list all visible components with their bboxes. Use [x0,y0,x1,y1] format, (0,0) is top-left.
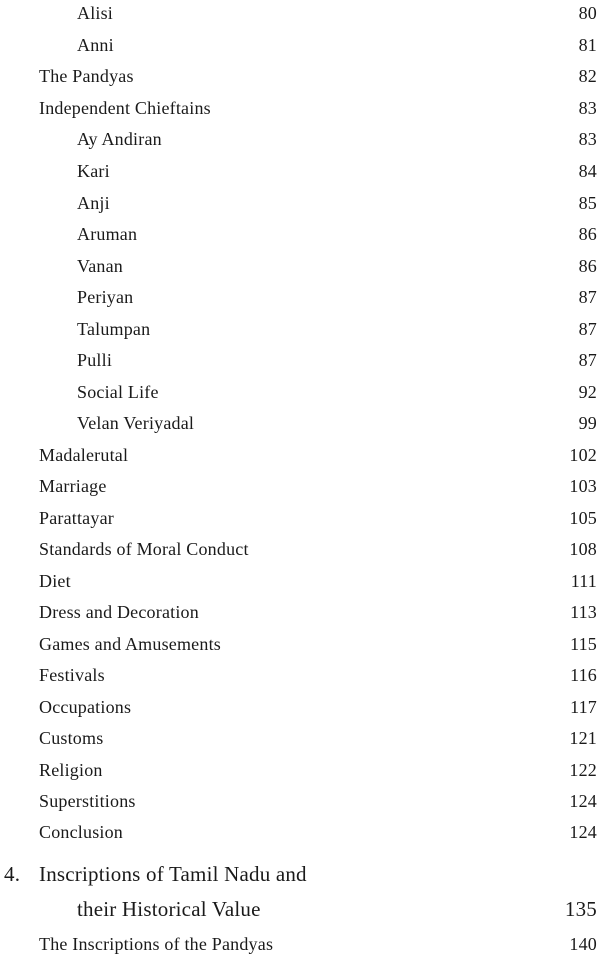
toc-entry-page: 99 [578,413,597,433]
toc-entry [0,445,600,471]
toc-entry [0,665,600,691]
toc-entry [0,3,600,29]
toc-entry-title: Anni [77,35,114,55]
toc-entry-page: 111 [570,571,597,591]
toc-entry-page: 87 [578,319,597,339]
toc-entry-title: Independent Chieftains [39,98,211,118]
toc-entry-title: Alisi [77,3,114,23]
toc-entry-page: 108 [569,539,597,559]
toc-entry-title: Madalerutal [39,445,129,465]
toc-entry-page: 86 [578,256,597,276]
chapter-title-line2: their Historical Value [77,897,261,921]
toc-entry-title: Kari [77,161,110,181]
toc-entry [0,728,600,754]
toc-entry [0,382,600,408]
toc-entry [0,319,600,345]
toc-entry-page: 115 [570,634,597,654]
toc-entry-title: The Inscriptions of the Pandyas [39,934,274,954]
toc-entry [0,760,600,786]
toc-entry [0,193,600,219]
toc-entry-title: Superstitions [39,791,136,811]
toc-entry-title: The Pandyas [39,66,134,86]
toc-entry-page: 124 [569,822,597,842]
toc-entry-page: 116 [570,665,597,685]
toc-entry-title: Festivals [39,665,105,685]
toc-entry-page: 83 [578,129,597,149]
toc-entry-page: 80 [578,3,597,23]
toc-entry-title: Pulli [77,350,113,370]
toc-entry-page: 113 [570,602,597,622]
toc-entry-title: Occupations [39,697,132,717]
toc-entry-title: Standards of Moral Conduct [39,539,249,559]
toc-entry-title: Aruman [77,224,138,244]
toc-entry [0,934,600,960]
toc-entry-title: Talumpan [77,319,151,339]
toc-entry-page: 85 [578,193,597,213]
toc-entry-title: Games and Amusements [39,634,221,654]
toc-entry [0,602,600,628]
toc-entry-title: Diet [39,571,71,591]
toc-entry-page: 124 [569,791,597,811]
toc-entry-title: Customs [39,728,104,748]
chapter-title-line1: Inscriptions of Tamil Nadu and [39,862,307,886]
toc-entry-title: Dress and Decoration [39,602,199,622]
toc-entry [0,66,600,92]
toc-entry-page: 122 [569,760,597,780]
toc-entry-page: 83 [578,98,597,118]
chapter-number: 4. [4,862,21,886]
toc-entry [0,539,600,565]
toc-entry [0,413,600,439]
toc-entry-title: Anji [77,193,110,213]
toc-entry [0,697,600,723]
toc-entry-page: 87 [578,350,597,370]
toc-entry-title: Vanan [77,256,123,276]
toc-entry [0,571,600,597]
toc-entry [0,35,600,61]
toc-entry [0,161,600,187]
toc-entry [0,476,600,502]
toc-entry [0,634,600,660]
toc-entry-page: 84 [578,161,597,181]
toc-entry [0,98,600,124]
toc-entry-title: Conclusion [39,822,124,842]
toc-entry [0,287,600,313]
toc-entry-page: 103 [569,476,597,496]
toc-entry-page: 140 [569,934,597,954]
toc-entry-page: 92 [578,382,597,402]
toc-entry [0,508,600,534]
toc-entry [0,256,600,282]
toc-entry-title: Velan Veriyadal [77,413,195,433]
toc-entry-page: 102 [569,445,597,465]
toc-entry-page: 117 [570,697,597,717]
toc-entry-page: 87 [578,287,597,307]
toc-entry-page: 105 [569,508,597,528]
toc-entry-title: Social Life [77,382,159,402]
toc-entry [0,791,600,817]
toc-entry-page: 86 [578,224,597,244]
toc-entry [0,350,600,376]
toc-entry-page: 82 [578,66,597,86]
toc-entry-title: Parattayar [39,508,114,528]
toc-entry-page: 81 [578,35,597,55]
toc-entry-title: Periyan [77,287,134,307]
toc-entry [0,224,600,250]
toc-entry-page: 121 [569,728,597,748]
toc-entry [0,822,600,848]
toc-entry-title: Ay Andiran [77,129,162,149]
toc-entry-title: Marriage [39,476,107,496]
toc-entry [0,129,600,155]
chapter-page: 135 [564,897,597,921]
toc-entry-title: Religion [39,760,103,780]
